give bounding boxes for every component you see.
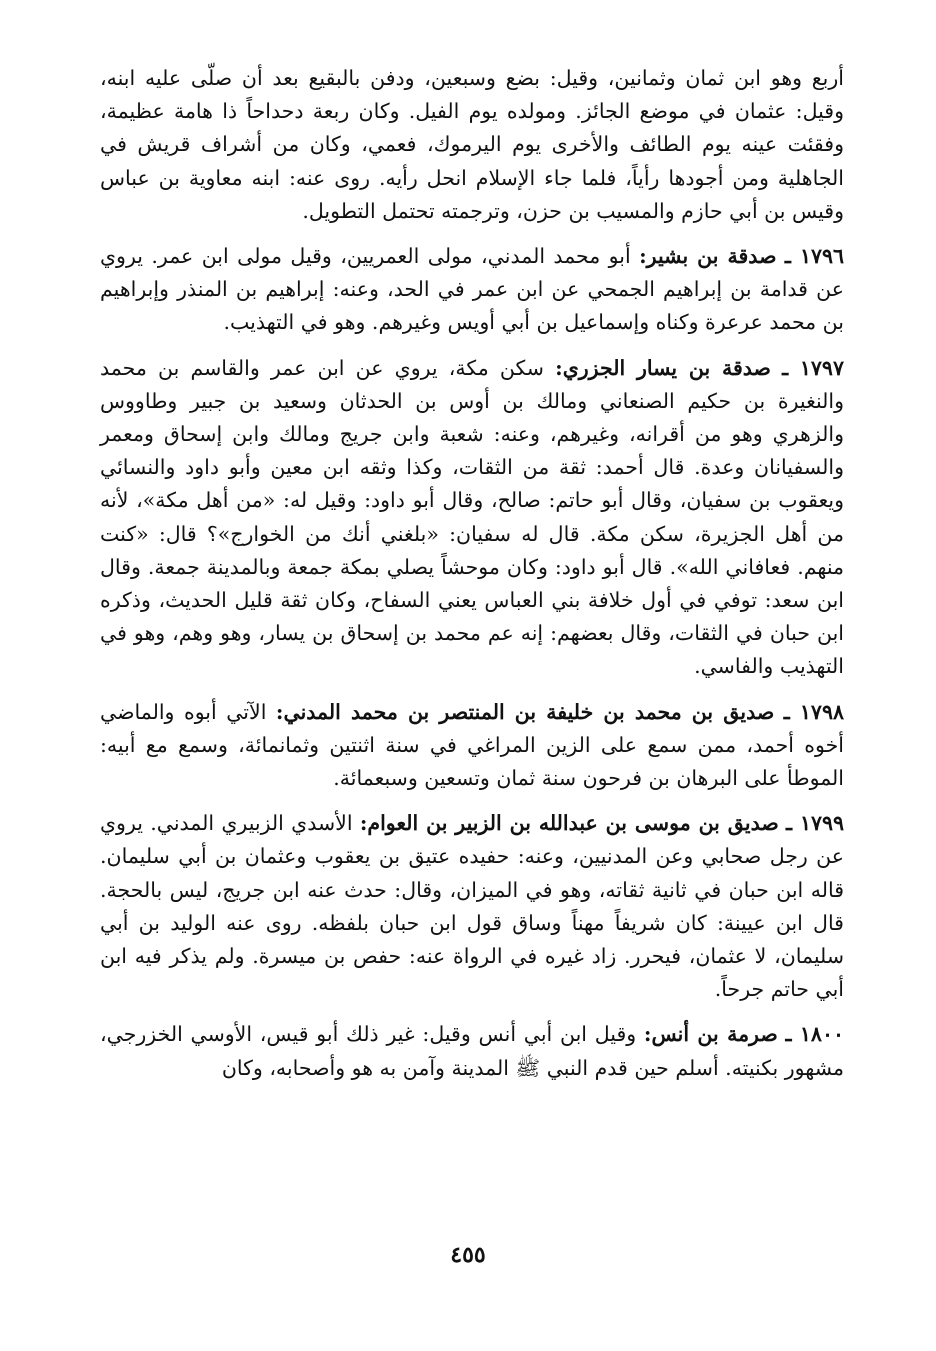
entry-name: صدقة بن يسار الجزري: (555, 355, 771, 380)
entry-1798 (100, 696, 844, 796)
entry-text: أبو محمد المدني، مولى العمريين، وقيل مولى ابن عمر. يروي عن قدامة بن إبراهيم الجمحي عن ابن عمر في الحد، وعنه: إبراهيم بن المنذر وإبراهيم بن محمد عرعرة وكناه وإسماعيل بن أبي أويس وغيرهم. وهو في التهذيب. (100, 244, 844, 335)
entry-name: صرمة بن أنس: (643, 1022, 778, 1047)
entry-text: الأسدي الزبيري المدني. يروي عن رجل صحابي وعن المدنيين، وعنه: حفيده عتيق بن يعقوب وعثمان بن أبي سليمان. قاله ابن حبان في ثانية ثقاته، وهو في الميزان، وقال: حدث عنه ابن جريج، ليس بالحجة. قال ابن عيينة: كان شريفاً مهناً وساق قول ابن حبان بلفظه. روى عنه الوليد بن أبي سليمان، لا عثمان، فيحرر. زاد غيره في الرواة عنه: حفص بن ميسرة. ولم يذكر فيه ابن أبي حاتم جرحاً. (100, 811, 844, 1002)
entry-number: ١٧٩٧ ـ (782, 355, 844, 380)
entry-name: صديق بن موسى بن عبدالله بن الزبير بن العوام: (359, 811, 779, 836)
entry-1796 (100, 240, 844, 340)
entry-text: سكن مكة، يروي عن ابن عمر والقاسم بن محمد والنغيرة بن حكيم الصنعاني ومالك بن أوس بن الحدثان وسعيد بن جبير وطاووس والزهري وهو من أقرانه، وغيرهم، وعنه: شعبة وابن جريج ومالك وابن إسحاق ومعمر والسفيانان وعدة. قال أحمد: ثقة من الثقات، وكذا وثقه ابن معين وأبو داود والنسائي ويعقوب بن سفيان، وقال أبو حاتم: صالح، وقال أبو داود: وقيل له: «من أهل مكة»، لأنه من أهل الجزيرة، سكن مكة. قال له سفيان: «بلغني أنك من الخوارج»؟ قال: «كنت منهم. فعافاني الله». قال أبو داود: وكان موحشاً يصلي بمكة جمعة وبالمدينة جمعة. وقال ابن سعد: توفي في أول خلافة بني العباس يعني السفاح، وكان ثقة قليل الحديث، وذكره ابن حبان في الثقات، وقال بعضهم: إنه عم محمد بن إسحاق بن يسار، وهو وهم، وهو في التهذيب والفاسي. (100, 355, 844, 679)
entry-text: أربع وهو ابن ثمان وثمانين، وقيل: بضع وسبعين، ودفن بالبقيع بعد أن صلّى عليه ابنه، وقيل: عثمان في موضع الجائز. ومولده يوم الفيل. وكان ربعة دحداحاً ذا هامة عظيمة، وفقئت عينه يوم الطائف والأخرى يوم اليرموك، فعمي، وكان من أشراف قريش في الجاهلية ومن أجودها رأياً، فلما جاء الإسلام انحل رأيه. روى عنه: ابنه معاوية بن عباس وقيس بن أبي حازم والمسيب بن حزن، وترجمته تحتمل التطويل. (100, 66, 844, 223)
entry-1799 (100, 807, 844, 1006)
entry-name: صديق بن محمد بن خليفة بن المنتصر بن محمد المدني: (275, 699, 775, 724)
entry-number: ١٧٩٩ ـ (786, 811, 844, 836)
entry-1800 (100, 1018, 844, 1084)
entry-continuation (100, 62, 844, 228)
entry-1797 (100, 352, 844, 684)
entry-name: صدقة بن بشير: (639, 244, 777, 269)
entry-text: الآتي أبوه والماضي أخوه أحمد، ممن سمع على الزين المراغي في سنة اثنتين وثمانمائة، وسمع مع أبيه: الموطأ على البرهان بن فرحون سنة ثمان وتسعين وسبعمائة. (100, 699, 844, 791)
entry-number: ١٨٠٠ ـ (785, 1022, 844, 1047)
page-number: ٤٥٥ (450, 1242, 486, 1268)
entry-text: وقيل ابن أبي أنس وقيل: غير ذلك أبو قيس، الأوسي الخزرجي، مشهور بكنيته. أسلم حين قدم النبي ﷺ المدينة وآمن به هو وأصحابه، وكان (100, 1022, 844, 1080)
entry-number: ١٧٩٦ ـ (784, 244, 844, 269)
entry-number: ١٧٩٨ ـ (783, 699, 844, 724)
